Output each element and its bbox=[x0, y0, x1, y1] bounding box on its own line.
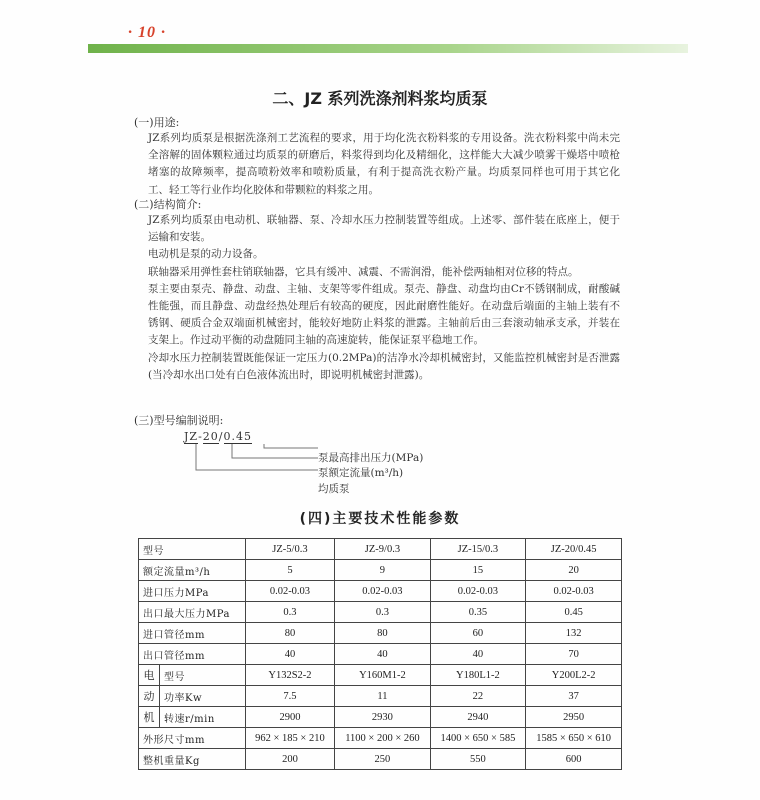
value-cell: 2950 bbox=[526, 707, 622, 728]
value-cell: 200 bbox=[245, 749, 335, 770]
value-cell: 80 bbox=[335, 623, 430, 644]
page-number: · 10 · bbox=[128, 24, 166, 41]
table-row bbox=[139, 686, 622, 707]
value-cell: 0.02-0.03 bbox=[430, 581, 526, 602]
model-prefix: JZ bbox=[184, 430, 199, 443]
value-cell: 0.02-0.03 bbox=[335, 581, 430, 602]
value-cell: 132 bbox=[526, 623, 622, 644]
model-cell: JZ-15/0.3 bbox=[430, 539, 526, 560]
label-rated-flow: 泵额定流量(m³/h) bbox=[318, 467, 404, 479]
row-label: 进口压力MPa bbox=[139, 581, 246, 602]
value-cell: 2940 bbox=[430, 707, 526, 728]
value-cell: 1400 × 650 × 585 bbox=[430, 728, 526, 749]
table-row bbox=[139, 749, 622, 770]
motor-group-char: 机 bbox=[139, 707, 160, 728]
structure-para-4: 泵主要由泵壳、静盘、动盘、主轴、支架等零件组成。泵壳、静盘、动盘均由Cr不锈钢制成，耐酸碱性能强，而且静盘、动盘经热处理后有较高的硬度，因此耐磨性能好。在动盘后端面的主轴上装有不锈钢、硬质合金双端面机械密封，能较好地防止料浆的泄露。主轴前后由三套滚动轴承支承，并装在支架上。作过动平衡的动盘随同主轴的高速旋转，能保证泵平稳地工作。 bbox=[148, 282, 620, 347]
value-cell: 2930 bbox=[335, 707, 430, 728]
value-cell: 40 bbox=[245, 644, 335, 665]
value-cell: 5 bbox=[245, 560, 335, 581]
value-cell: Y132S2-2 bbox=[245, 665, 335, 686]
structure-heading: (二)结构简介: bbox=[134, 198, 202, 211]
value-cell: 550 bbox=[430, 749, 526, 770]
structure-para-1: JZ系列均质泵由电动机、联轴器、泵、冷却水压力控制装置等组成。上述零、部件装在底座上，便于运输和安装。 bbox=[148, 214, 620, 244]
value-cell: 0.35 bbox=[430, 602, 526, 623]
table-row bbox=[139, 623, 622, 644]
usage-heading: (一)用途: bbox=[134, 116, 180, 129]
row-label: 出口管径mm bbox=[139, 644, 246, 665]
table-row bbox=[139, 602, 622, 623]
value-cell: 1100 × 200 × 260 bbox=[335, 728, 430, 749]
structure-para-2: 电动机是泵的动力设备。 bbox=[148, 248, 264, 261]
label-max-pressure: 泵最高排出压力(MPa) bbox=[318, 452, 424, 464]
motor-group-char: 电 bbox=[139, 665, 160, 686]
row-label: 型号 bbox=[160, 665, 246, 686]
value-cell: 7.5 bbox=[245, 686, 335, 707]
value-cell: 20 bbox=[526, 560, 622, 581]
model-pressure: 0.45 bbox=[223, 430, 252, 443]
value-cell: Y200L2-2 bbox=[526, 665, 622, 686]
header-cell: 型号 bbox=[139, 539, 246, 560]
row-label: 整机重量Kg bbox=[139, 749, 246, 770]
table-row bbox=[139, 560, 622, 581]
row-label: 功率Kw bbox=[160, 686, 246, 707]
value-cell: 1585 × 650 × 610 bbox=[526, 728, 622, 749]
table-row bbox=[139, 581, 622, 602]
table-row bbox=[139, 665, 622, 686]
value-cell: 70 bbox=[526, 644, 622, 665]
model-cell: JZ-20/0.45 bbox=[526, 539, 622, 560]
value-cell: 0.45 bbox=[526, 602, 622, 623]
model-heading: (三)型号编制说明: bbox=[134, 414, 224, 427]
table-row bbox=[139, 539, 622, 560]
table-row bbox=[139, 728, 622, 749]
value-cell: 40 bbox=[430, 644, 526, 665]
row-label: 进口管径mm bbox=[139, 623, 246, 644]
value-cell: 37 bbox=[526, 686, 622, 707]
row-label: 额定流量m³/h bbox=[139, 560, 246, 581]
label-homogenizer-pump: 均质泵 bbox=[318, 483, 350, 495]
motor-group-char: 动 bbox=[139, 686, 160, 707]
value-cell: 2900 bbox=[245, 707, 335, 728]
structure-para-5: 冷却水压力控制装置既能保证一定压力(0.2MPa)的洁净水冷却机械密封，又能监控机械密封是否泄露(当冷却水出口处有白色液体流出时，即说明机械密封泄露)。 bbox=[148, 351, 620, 381]
value-cell: 0.02-0.03 bbox=[526, 581, 622, 602]
value-cell: 0.02-0.03 bbox=[245, 581, 335, 602]
value-cell: 60 bbox=[430, 623, 526, 644]
value-cell: 22 bbox=[430, 686, 526, 707]
header-bar bbox=[88, 44, 688, 53]
row-label: 出口最大压力MPa bbox=[139, 602, 246, 623]
table-row bbox=[139, 644, 622, 665]
row-label: 转速r/min bbox=[160, 707, 246, 728]
table-row bbox=[139, 707, 622, 728]
value-cell: 250 bbox=[335, 749, 430, 770]
value-cell: 80 bbox=[245, 623, 335, 644]
row-label: 外形尺寸mm bbox=[139, 728, 246, 749]
model-flow: 20 bbox=[202, 430, 219, 443]
value-cell: Y160M1-2 bbox=[335, 665, 430, 686]
usage-text: JZ系列均质泵是根据洗涤剂工艺流程的要求，用于均化洗衣粉料浆的专用设备。洗衣粉料浆中尚未完全溶解的固体颗粒通过均质泵的研磨后，料浆得到均化及精细化，这样能大大减少喷雾干燥塔中喷枪堵塞的故障频率，提高喷粉效率和喷粉质量，有利于提高洗衣粉产量。均质泵同样也可用于其它化工、轻工等行业作均化胶体和带颗粒的料浆之用。 bbox=[148, 132, 620, 196]
table-title: (四)主要技术性能参数 bbox=[299, 511, 461, 527]
value-cell: 9 bbox=[335, 560, 430, 581]
value-cell: 40 bbox=[335, 644, 430, 665]
value-cell: 600 bbox=[526, 749, 622, 770]
value-cell: 15 bbox=[430, 560, 526, 581]
value-cell: 0.3 bbox=[245, 602, 335, 623]
structure-para-3: 联轴器采用弹性套柱销联轴器，它具有缓冲、减震、不需润滑，能补偿两轴相对位移的特点。 bbox=[148, 265, 579, 278]
value-cell: 11 bbox=[335, 686, 430, 707]
model-slash: / bbox=[218, 430, 224, 443]
value-cell: 962 × 185 × 210 bbox=[245, 728, 335, 749]
value-cell: 0.3 bbox=[335, 602, 430, 623]
page-title: 二、JZ 系列洗涤剂料浆均质泵 bbox=[272, 89, 488, 108]
model-cell: JZ-9/0.3 bbox=[335, 539, 430, 560]
spec-table bbox=[138, 538, 622, 770]
structure-paragraphs bbox=[148, 212, 620, 384]
model-dash: - bbox=[198, 430, 203, 443]
model-code-diagram bbox=[160, 440, 330, 480]
value-cell: Y180L1-2 bbox=[430, 665, 526, 686]
model-cell: JZ-5/0.3 bbox=[245, 539, 335, 560]
usage-paragraph bbox=[148, 130, 620, 199]
